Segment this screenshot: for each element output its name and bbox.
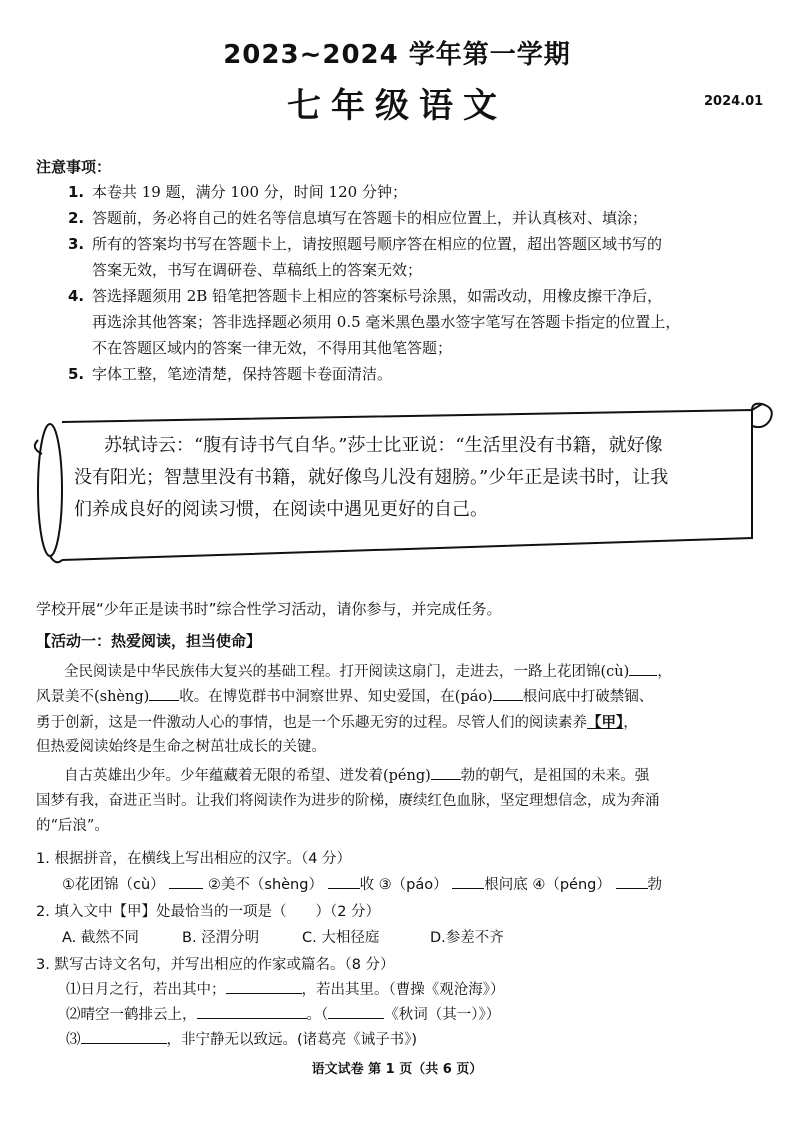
scroll-line: 们养成良好的阅读习惯，在阅读中遇见更好的自己。 xyxy=(74,499,488,520)
passage-line: 勇于创新，这是一件激动人心的事情，也是一个乐趣无穷的过程。尽管人们的阅读素养【甲】， xyxy=(36,714,638,731)
question-line: ⑵晴空一鹤排云上， 。（ 《秋词（其一）》） xyxy=(66,1003,500,1024)
notice-num: 2. xyxy=(68,209,85,227)
answer-blank[interactable] xyxy=(149,686,179,701)
passage-line: 自古英雄出少年。少年蕴藏着无限的希望、迸发着(péng) 勃的朝气，是祖国的未来。强 xyxy=(64,764,649,789)
answer-blank[interactable] xyxy=(226,979,302,994)
answer-blank[interactable] xyxy=(493,686,523,701)
answer-blank[interactable] xyxy=(197,1004,307,1019)
notice-num: 3. xyxy=(68,235,85,253)
option-c[interactable]: C. 大相径庭 xyxy=(302,930,380,946)
notice-num: 4. xyxy=(68,287,85,305)
answer-blank[interactable] xyxy=(629,661,657,676)
passage-line: 国梦有我，奋进正当时。让我们将阅读作为进步的阶梯，赓续红色血脉，坚定理想信念，成为奔涌 xyxy=(36,793,660,809)
page-footer: 语文试卷 第 1 页（共 6 页） xyxy=(311,1062,483,1077)
passage-line: 全民阅读是中华民族伟大复兴的基础工程。打开阅读这扇门，走进去，一路上花团锦(cù) ， xyxy=(64,660,672,685)
scroll-line: 没有阳光；智慧里没有书籍，就好像鸟儿没有翅膀。”少年正是读书时，让我 xyxy=(74,467,669,488)
notice-title: 注意事项： xyxy=(36,158,112,176)
notice-line: 本卷共 19 题，满分 100 分，时间 120 分钟； xyxy=(92,183,407,201)
question-line: ⑶ ，非宁静无以致远。(诸葛亮《诫子书》) xyxy=(66,1028,417,1049)
question-stem: 1. 根据拼音，在横线上写出相应的汉字。（4 分） xyxy=(36,851,352,867)
exam-date: 2024.01 xyxy=(704,94,764,109)
notice-line: 答题前，务必将自己的姓名等信息填写在答题卡的相应位置上，并认真核对、填涂； xyxy=(92,209,648,227)
notice-line: 不在答题区域内的答案一律无效，不得用其他笔答题； xyxy=(92,339,453,357)
scroll-line: 苏轼诗云：“腹有诗书气自华。”莎士比亚说：“生活里没有书籍，就好像 xyxy=(104,435,663,456)
question-stem: 2. 填入文中【甲】处最恰当的一项是（ ）（2 分） xyxy=(36,904,381,920)
answer-blank[interactable] xyxy=(328,874,360,889)
notice-line: 答案无效，书写在调研卷、草稿纸上的答案无效； xyxy=(92,261,423,279)
notice-line: 答选择题须用 2B 铅笔把答题卡上相应的答案标号涂黑，如需改动，用橡皮擦干净后， xyxy=(92,287,663,305)
option-b[interactable]: B. 泾渭分明 xyxy=(182,930,260,946)
notice-num: 1. xyxy=(68,183,85,201)
exam-subject: 七年级语文 xyxy=(287,86,507,126)
answer-blank[interactable] xyxy=(81,1029,167,1044)
question-line: ⑴日月之行，若出其中； ，若出其里。（曹操《观沧海》） xyxy=(66,978,505,999)
activity-title: 【活动一：热爱阅读，担当使命】 xyxy=(36,632,262,650)
notice-num: 5. xyxy=(68,365,85,383)
option-d[interactable]: D.参差不齐 xyxy=(430,930,504,946)
answer-blank[interactable] xyxy=(431,765,461,780)
passage-line: 但热爱阅读始终是生命之树茁壮成长的关键。 xyxy=(36,739,326,755)
question-stem: 3. 默写古诗文名句，并写出相应的作家或篇名。（8 分） xyxy=(36,957,395,973)
notice-line: 再选涂其他答案；答非选择题必须用 0.5 毫米黑色墨水签字笔写在答题卡指定的位置上， xyxy=(92,313,681,331)
activity-intro: 学校开展“少年正是读书时”综合性学习活动，请你参与，并完成任务。 xyxy=(36,600,502,618)
blank-jia: 【甲】 xyxy=(587,714,624,731)
option-a[interactable]: A. 截然不同 xyxy=(62,930,139,946)
notice-line: 字体工整，笔迹清楚，保持答题卡卷面清洁。 xyxy=(92,365,393,383)
exam-term: 2023~2024 学年第一学期 xyxy=(223,40,571,70)
passage-line: 的“后浪”。 xyxy=(36,818,109,834)
passage-line: 风景美不(shèng) 收。在博览群书中洞察世界、知史爱国，在(páo) 根问底中打破禁锢、 xyxy=(36,685,653,710)
answer-blank[interactable] xyxy=(328,1004,384,1019)
question-line: ①花团锦（cù） ②美不（shèng） 收 ③（páo） 根问底 ④（péng） 勃 xyxy=(62,873,662,894)
answer-blank[interactable] xyxy=(452,874,484,889)
answer-blank[interactable] xyxy=(169,874,203,889)
notice-line: 所有的答案均书写在答题卡上，请按照题号顺序答在相应的位置，超出答题区域书写的 xyxy=(92,235,663,253)
answer-blank[interactable] xyxy=(616,874,648,889)
